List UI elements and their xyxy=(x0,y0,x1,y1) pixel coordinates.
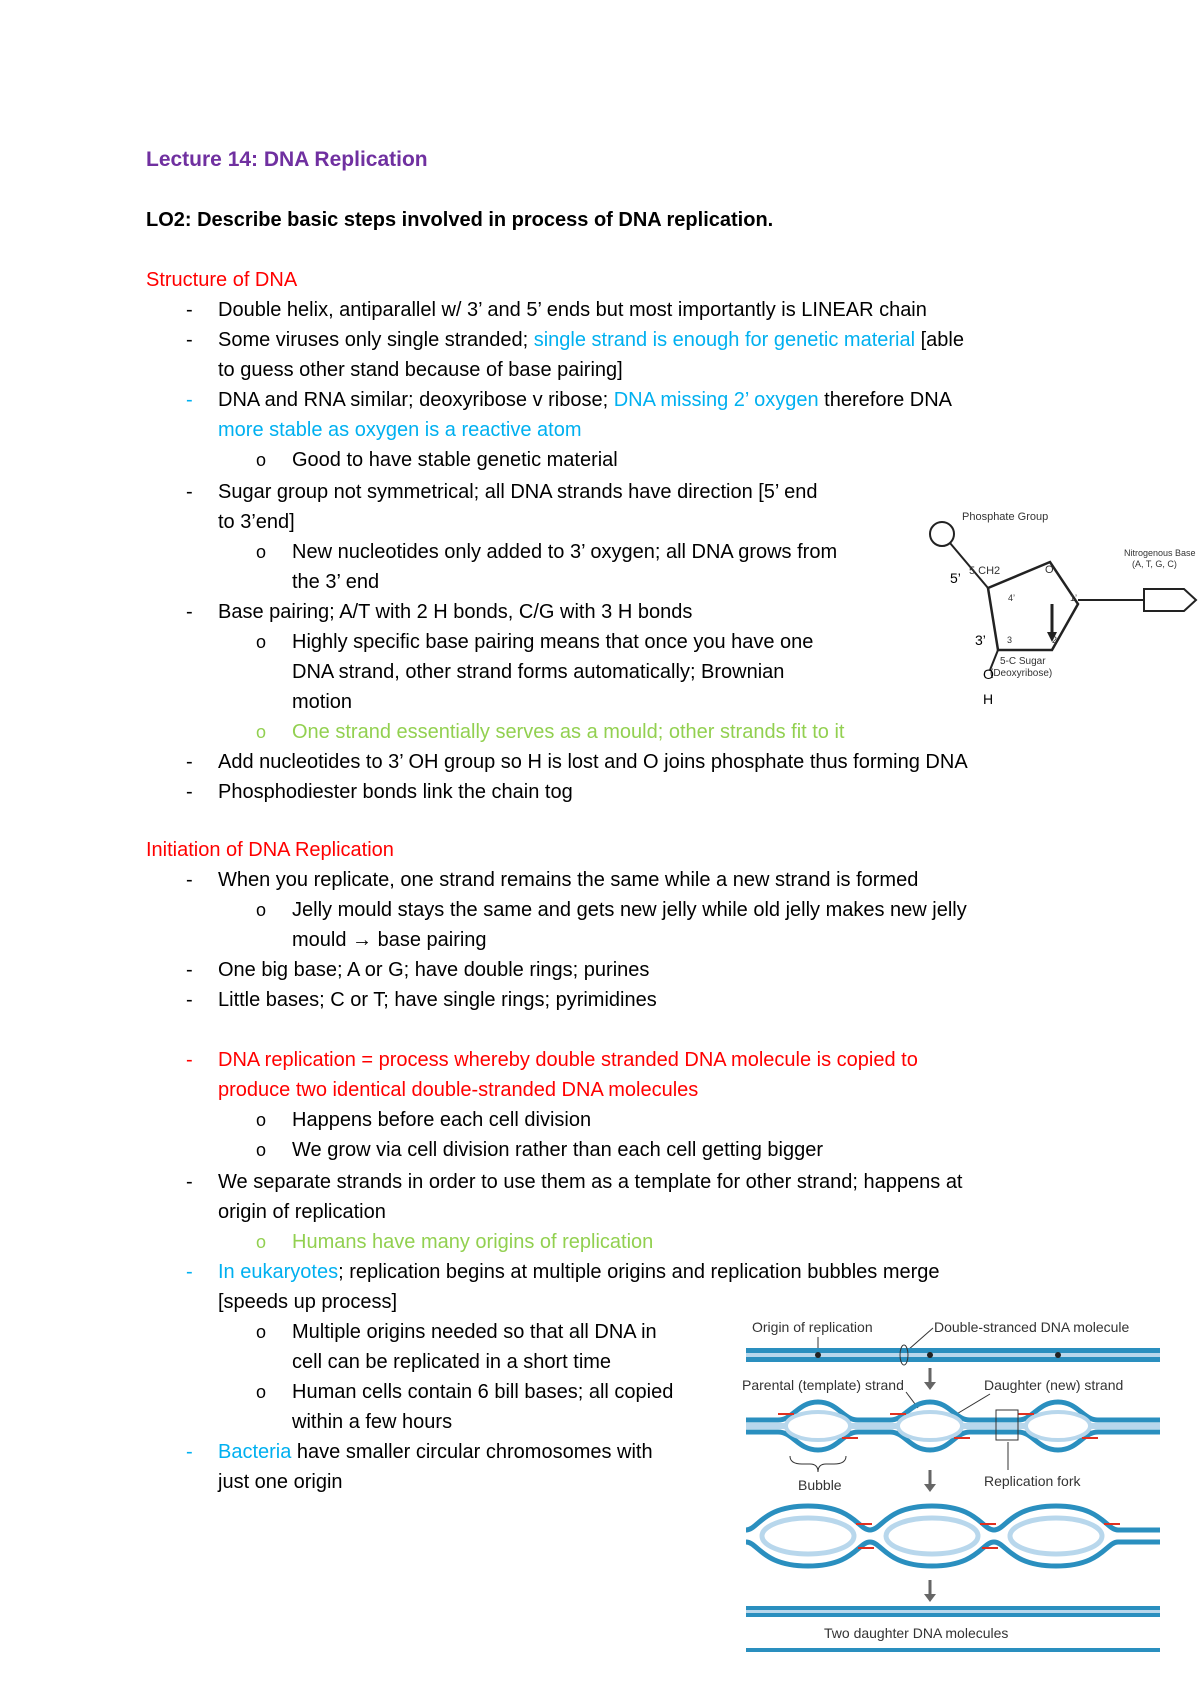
initiation-sub-6: Human cells contain 6 bill bases; all copied xyxy=(292,1381,674,1403)
dash-bullet: - xyxy=(186,329,193,351)
text-run: Some viruses only single stranded; xyxy=(218,329,534,351)
structure-sub-3-cont2: motion xyxy=(292,691,353,713)
circle-bullet: o xyxy=(256,1382,267,1402)
initiation-bullet-7-cont: just one origin xyxy=(218,1471,343,1493)
text-run: ; replication begins at multiple origins and replication bubbles merge xyxy=(338,1261,940,1283)
replication-figure xyxy=(738,1310,1168,1655)
bubble-label: Bubble xyxy=(798,1477,842,1493)
base-pentagon xyxy=(1144,589,1196,611)
origin-label: Origin of replication xyxy=(752,1319,873,1335)
origin-dot xyxy=(815,1352,821,1358)
merged-bubble xyxy=(886,1518,978,1554)
initiation-bullet-7 xyxy=(218,1440,653,1464)
phosphate-circle xyxy=(930,522,954,546)
lecture-title: Lecture 14: DNA Replication xyxy=(146,148,428,171)
fork-label: Replication fork xyxy=(984,1473,1081,1489)
structure-bullet-3-cont: more stable as oxygen is a reactive atom xyxy=(218,419,582,441)
bubble-brace xyxy=(790,1456,846,1472)
dash-bullet: - xyxy=(186,481,193,503)
down-arrowhead xyxy=(924,1382,936,1390)
phosphate-group-label: Phosphate Group xyxy=(962,511,1049,523)
highlight-blue: single strand is enough for genetic material xyxy=(533,329,916,351)
dna-strand xyxy=(746,1648,1160,1652)
circle-bullet: o xyxy=(256,450,267,470)
structure-bullet-3 xyxy=(218,388,952,412)
sugar-label: 5-C Sugar xyxy=(1000,656,1046,667)
text-run: have smaller circular chromosomes with xyxy=(291,1441,653,1463)
structure-sub-2-cont: the 3’ end xyxy=(292,571,380,593)
ring-oxygen-label: O xyxy=(1045,564,1054,576)
structure-sub-3-cont: DNA strand, other strand forms automatically; Brownian xyxy=(292,661,785,683)
dash-bullet: - xyxy=(186,1261,193,1283)
highlight-blue: DNA missing 2’ oxygen xyxy=(613,389,819,411)
initiation-bullet-4-cont: produce two identical double-stranded DNA molecules xyxy=(218,1079,699,1101)
parental-label: Parental (template) strand xyxy=(742,1377,904,1393)
initiation-sub-1: Jelly mould stays the same and gets new jelly while old jelly makes new jelly xyxy=(292,899,967,921)
learning-objective: LO2: Describe basic steps involved in process of DNA replication. xyxy=(146,209,774,231)
text-run: [able xyxy=(915,329,964,351)
carbon-2-label: 2 xyxy=(1052,635,1058,645)
text-run: therefore DNA xyxy=(818,389,953,411)
initiation-bullet-3: Little bases; C or T; have single rings; pyrimidines xyxy=(218,989,657,1011)
circle-bullet: o xyxy=(256,1322,267,1342)
hydrogen-label: H xyxy=(983,691,994,707)
dash-bullet: - xyxy=(186,601,193,623)
dna-strand xyxy=(746,1348,1160,1353)
initiation-sub-2: Happens before each cell division xyxy=(292,1109,592,1131)
circle-bullet: o xyxy=(256,542,267,562)
merged-bubble xyxy=(1010,1518,1102,1554)
origin-dot xyxy=(1055,1352,1061,1358)
circle-bullet: o xyxy=(256,900,267,920)
bases-label: (A, T, G, C) xyxy=(1132,559,1177,569)
structure-sub-2: New nucleotides only added to 3’ oxygen; all DNA grows from xyxy=(292,541,838,563)
dash-bullet: - xyxy=(186,1441,193,1463)
structure-sub-4: One strand essentially serves as a mould; other strands fit to it xyxy=(292,721,845,743)
structure-sub-3: Highly specific base pairing means that once you have one xyxy=(292,631,814,653)
initiation-sub-6-cont: within a few hours xyxy=(292,1411,453,1433)
down-arrowhead xyxy=(924,1594,936,1602)
circle-bullet: o xyxy=(256,722,267,742)
double-stranded-label: Double-stranced DNA molecule xyxy=(934,1319,1130,1335)
dna-strand xyxy=(746,1610,1160,1613)
leader-line xyxy=(908,1328,933,1350)
origin-dot xyxy=(927,1352,933,1358)
oxygen-label: O xyxy=(983,666,994,682)
five-prime-label: 5’ xyxy=(950,570,961,586)
structure-bullet-2-cont: to guess other stand because of base pairing] xyxy=(218,359,623,381)
initiation-bullet-6 xyxy=(218,1260,940,1284)
initiation-sub-3: We grow via cell division rather than each cell getting bigger xyxy=(292,1139,824,1161)
nucleotide-figure xyxy=(920,500,1200,710)
circle-bullet: o xyxy=(256,632,267,652)
nitrogenous-base-label: Nitrogenous Base xyxy=(1124,548,1196,558)
circle-bullet: o xyxy=(256,1140,267,1160)
sugar-name-label: (Deoxyribose) xyxy=(990,668,1053,679)
dash-bullet: - xyxy=(186,869,193,891)
dash-bullet: - xyxy=(186,299,193,321)
two-daughter-label: Two daughter DNA molecules xyxy=(824,1625,1009,1641)
structure-bullet-7: Phosphodiester bonds link the chain tog xyxy=(218,781,573,803)
section-heading-initiation: Initiation of DNA Replication xyxy=(146,839,394,861)
dna-strand xyxy=(746,1353,1160,1357)
initiation-bullet-6-cont: [speeds up process] xyxy=(218,1291,397,1313)
highlight-blue: Bacteria xyxy=(218,1441,292,1463)
bubble-row xyxy=(746,1402,1160,1450)
dna-strand xyxy=(746,1613,1160,1617)
dash-bullet: - xyxy=(186,1171,193,1193)
dash-bullet: - xyxy=(186,781,193,803)
section-heading-structure: Structure of DNA xyxy=(146,269,298,291)
structure-bullet-4-cont: to 3’end] xyxy=(218,511,295,533)
merged-bubble-row xyxy=(746,1506,1160,1566)
initiation-sub-4: Humans have many origins of replication xyxy=(292,1231,654,1253)
circle-bullet: o xyxy=(256,1232,267,1252)
daughter-label: Daughter (new) strand xyxy=(984,1377,1124,1393)
bubble xyxy=(898,1412,962,1440)
initiation-sub-1-cont: mould → base pairing xyxy=(292,929,487,951)
dash-bullet: - xyxy=(186,959,193,981)
initiation-sub-5: Multiple origins needed so that all DNA in xyxy=(292,1321,657,1343)
dash-bullet: - xyxy=(186,989,193,1011)
initiation-bullet-4: DNA replication = process whereby double stranded DNA molecule is copied to xyxy=(218,1049,918,1071)
structure-bullet-6: Add nucleotides to 3’ OH group so H is lost and O joins phosphate thus forming DNA xyxy=(218,751,968,773)
carbon-1-label: 1’ xyxy=(1070,593,1078,603)
structure-bullet-1: Double helix, antiparallel w/ 3’ and 5’ ends but most importantly is LINEAR chain xyxy=(218,299,927,321)
dna-strand xyxy=(746,1606,1160,1610)
bubble xyxy=(786,1412,850,1440)
down-arrowhead xyxy=(924,1484,936,1492)
initiation-bullet-5-cont: origin of replication xyxy=(218,1201,386,1223)
initiation-bullet-2: One big base; A or G; have double rings; purines xyxy=(218,959,650,981)
circle-bullet: o xyxy=(256,1110,267,1130)
dash-bullet: - xyxy=(186,751,193,773)
merged-bubble xyxy=(762,1518,854,1554)
bubble xyxy=(1026,1412,1090,1440)
structure-bullet-2 xyxy=(218,328,964,352)
carbon-4-label: 4’ xyxy=(1008,593,1016,603)
carbon-3-label: 3 xyxy=(1007,635,1013,645)
dna-strand xyxy=(746,1357,1160,1362)
structure-sub-1: Good to have stable genetic material xyxy=(292,449,618,471)
highlight-blue: In eukaryotes xyxy=(218,1261,339,1283)
dash-bullet: - xyxy=(186,1049,193,1071)
structure-bullet-5: Base pairing; A/T with 2 H bonds, C/G with 3 H bonds xyxy=(218,601,693,623)
sugar-ring xyxy=(988,562,1078,650)
initiation-bullet-5: We separate strands in order to use them as a template for other strand; happens at xyxy=(218,1171,963,1193)
text-run: DNA and RNA similar; deoxyribose v ribose; xyxy=(218,389,614,411)
ch2-label: 5 CH2 xyxy=(969,565,1001,577)
three-prime-label: 3’ xyxy=(975,632,986,648)
initiation-sub-5-cont: cell can be replicated in a short time xyxy=(292,1351,612,1373)
initiation-bullet-1: When you replicate, one strand remains the same while a new strand is formed xyxy=(218,869,919,891)
structure-bullet-4: Sugar group not symmetrical; all DNA strands have direction [5’ end xyxy=(218,481,818,503)
dash-bullet: - xyxy=(186,389,193,411)
